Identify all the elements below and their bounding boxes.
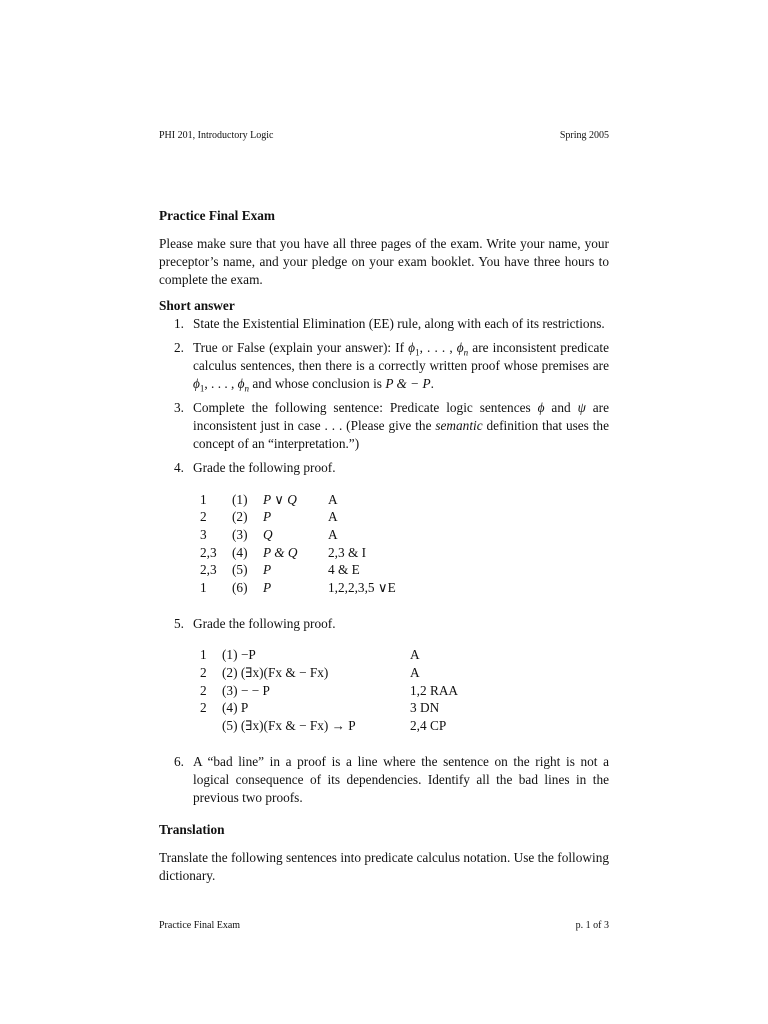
proof-row: 2 (2) P A (200, 509, 338, 525)
section-heading-translation: Translation (159, 821, 225, 837)
intro-paragraph: Please make sure that you have all three pages of the exam. Write your name, your preceptor’s name, and your pledge on your exam booklet. You have three hours to complete the exam. (159, 236, 609, 287)
question-3: 3. Complete the following sentence: Predicate logic sentences ϕ and ψ are inconsistent just in case . . . (Please give the semantic definition that uses the concept of an “interpretation.”) (174, 400, 609, 451)
exam-content (159, 207, 609, 885)
proof-row: 1 (1) P ∨ Q A (200, 491, 338, 507)
proof-row: 1 (6) P 1,2,2,3,5 ∨E (200, 579, 396, 595)
page-number: p. 1 of 3 (575, 920, 609, 931)
proof-row: 2 (3) − − P 1,2 RAA (200, 682, 459, 698)
proof-row: 2,3 (5) P 4 & E (200, 562, 360, 578)
proof-row: 1 (1) −P A (200, 647, 420, 663)
section-heading-short-answer: Short answer (159, 298, 235, 313)
page-title: Practice Final Exam (159, 208, 275, 223)
question-4: 4. Grade the following proof. 1 (1) P ∨ Q A 2 (2) P A 3 (3) Q A 2,3 (4) P & Q 2,3 & I 2,3 (5) P 4 & E 1 (6) P 1,2,2,3,5 ∨E (159, 459, 609, 597)
proof-table-1 (200, 491, 609, 597)
question-5: 5. Grade the following proof. 1 (1) −P A 2 (2) (∃x)(Fx & − Fx) A 2 (3) − − P 1,2 RAA 2 (4) P 3 DN (5) (∃x)(Fx & − Fx) → P 2,4 CP (159, 615, 609, 735)
proof-row: 2,3 (4) P & Q 2,3 & I (200, 544, 367, 560)
question-6: 6. A “bad line” in a proof is a line where the sentence on the right is not a logical consequence of its dependencies. Identify all the bad lines in the previous two proofs. (174, 753, 609, 805)
question-2: 2. True or False (explain your answer): If $\phi_1$, . . . , $\phi_n$ are inconsistent predicate calculus sentences, then there is a correctly written proof whose premises are $\phi_1$, . . . , $\phi_n$ and whose conclusion is P & − P. (174, 340, 609, 394)
question-1: 1. State the Existential Elimination (EE) rule, along with each of its restrictions. (174, 316, 605, 331)
proof-row: 2 (4) P 3 DN (200, 700, 440, 716)
question-list (159, 315, 609, 807)
proof-row: 2 (2) (∃x)(Fx & − Fx) A (200, 664, 420, 680)
proof-table-2 (200, 647, 609, 735)
footer-title: Practice Final Exam (159, 920, 241, 931)
header-term: Spring 2005 (559, 130, 609, 141)
header-course: PHI 201, Introductory Logic (159, 130, 274, 141)
translation-paragraph: Translate the following sentences into predicate calculus notation. Use the following dictionary. (159, 849, 609, 883)
proof-row: 3 (3) Q A (200, 526, 338, 542)
proof-row: (5) (∃x)(Fx & − Fx) → P 2,4 CP (222, 717, 447, 733)
